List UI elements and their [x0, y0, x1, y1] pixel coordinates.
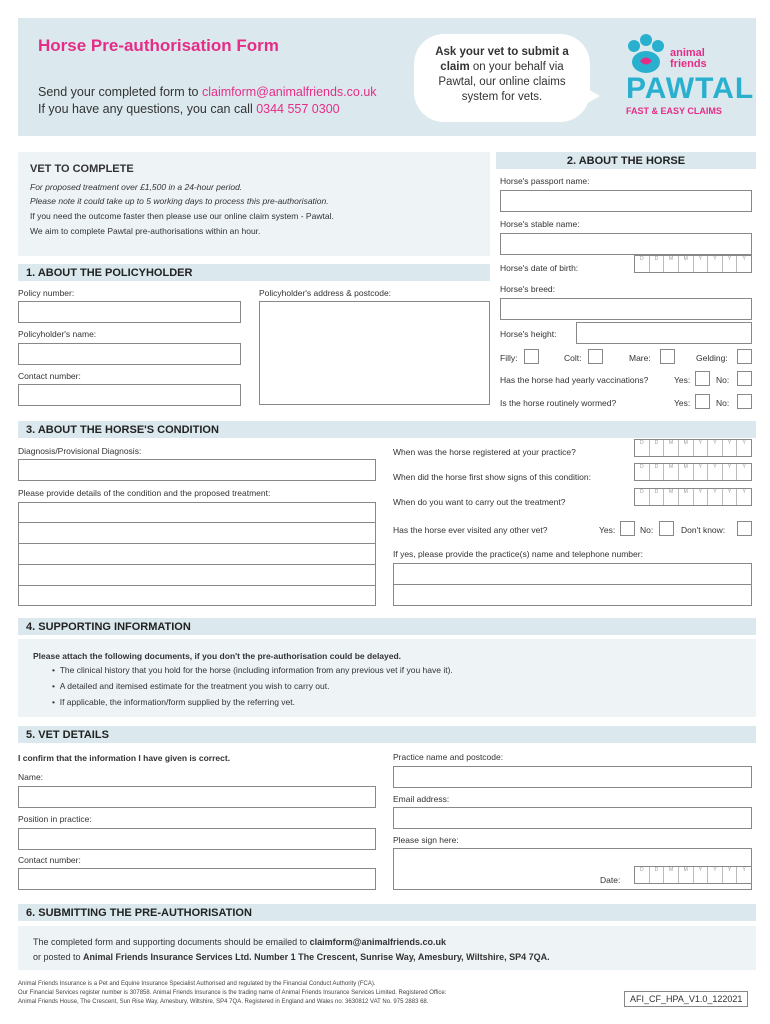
practice-input[interactable] [393, 766, 752, 788]
other-vet-label: Has the horse ever visited any other vet? [393, 525, 548, 535]
supporting-list [52, 662, 453, 710]
worm-no-label: No: [716, 398, 730, 408]
height-label: Horse's height: [500, 329, 557, 339]
stable-label: Horse's stable name: [500, 219, 580, 229]
worm-yes-checkbox[interactable] [695, 394, 710, 409]
submit-line2: or posted to Animal Friends Insurance Services Ltd. Number 1 The Crescent, Sunrise Way, Amesbury, Wiltshire, SP4 7QA. [33, 952, 550, 962]
about-horse-heading: 2. ABOUT THE HORSE [496, 152, 756, 169]
dob-date[interactable]: D D M M Y Y Y Y [634, 255, 752, 273]
other-vet-yes-label: Yes: [599, 525, 616, 535]
list-item: • If applicable, the information/form supplied by the referring vet. [52, 697, 295, 707]
vacc-no-checkbox[interactable] [737, 371, 752, 386]
vet-name-label: Name: [18, 772, 44, 782]
breed-input[interactable] [500, 298, 752, 320]
carry-out-date[interactable]: D D M M Y Y Y Y [634, 488, 752, 506]
ph-contact-label: Contact number: [18, 371, 81, 381]
send-text: Send your completed form to [38, 85, 202, 99]
height-input[interactable] [576, 322, 752, 344]
submitting-heading: 6. SUBMITTING THE PRE-AUTHORISATION [18, 904, 756, 921]
address-input[interactable] [259, 301, 490, 405]
vet-details-heading: 5. VET DETAILS [18, 726, 756, 743]
policyholder-heading: 1. ABOUT THE POLICYHOLDER [18, 264, 490, 281]
gelding-checkbox[interactable] [737, 349, 752, 364]
filly-label: Filly: [500, 353, 518, 363]
vet-name-input[interactable] [18, 786, 376, 808]
practice-label: Practice name and postcode: [393, 752, 504, 762]
bubble-bold: Ask your vet to submit a claim [435, 46, 569, 73]
vet-email-label: Email address: [393, 794, 450, 804]
speech-bubble [414, 34, 590, 122]
gelding-label: Gelding: [696, 353, 728, 363]
vet-complete-heading: VET TO COMPLETE [30, 163, 134, 175]
other-vet-yes-checkbox[interactable] [620, 521, 635, 536]
policy-number-input[interactable] [18, 301, 241, 323]
condition-heading: 3. ABOUT THE HORSE'S CONDITION [18, 421, 756, 438]
date-label: Date: [600, 875, 621, 885]
submitting-panel [18, 926, 756, 970]
email-link[interactable]: claimform@animalfriends.co.uk [201, 85, 377, 99]
other-vet-no-label: No: [640, 525, 654, 535]
bubble-tail [586, 88, 600, 104]
vacc-yes-checkbox[interactable] [695, 371, 710, 386]
details-lines[interactable] [18, 502, 376, 606]
vacc-yes-label: Yes: [674, 375, 691, 385]
policy-number-label: Policy number: [18, 288, 75, 298]
page-title: Horse Pre-authorisation Form [38, 36, 279, 55]
vet-contact-label: Contact number: [18, 855, 81, 865]
passport-input[interactable] [500, 190, 752, 212]
list-item: • A detailed and itemised estimate for the treatment you wish to carry out. [52, 681, 330, 691]
pawtal-logo [622, 34, 755, 120]
other-vet-no-checkbox[interactable] [659, 521, 674, 536]
stable-input[interactable] [500, 233, 752, 255]
legal-text: Animal Friends Insurance is a Pet and Equine Insurance Specialist Authorised and regulated by the Financial Conduct Authority (FCA). Our Financial Services register number is 307858. Animal Friends Insurance is the trading name of Animal Friends Insurance Services Limited. Registered Office: Animal Friends House, The Crescent, Sun Rise Way, Amesbury, Wiltshire, SP4 7QA. Registered in England and Wales no: 3630812 VAT No. 975 2883 68. [18, 981, 447, 1005]
details-label: Please provide details of the condition and the proposed treatment: [18, 488, 271, 498]
dont-know-checkbox[interactable] [737, 521, 752, 536]
breed-label: Horse's breed: [500, 284, 556, 294]
bubble-text: on your behalf via Pawtal, our online claims system for vets. [438, 61, 566, 103]
vet-contact-input[interactable] [18, 868, 376, 890]
first-signs-date[interactable]: D D M M Y Y Y Y [634, 463, 752, 481]
wormed-label: Is the horse routinely wormed? [500, 398, 617, 408]
sign-label: Please sign here: [393, 835, 459, 845]
worm-no-checkbox[interactable] [737, 394, 752, 409]
carry-out-label: When do you want to carry out the treatment? [393, 497, 566, 507]
position-label: Position in practice: [18, 814, 92, 824]
ph-contact-input[interactable] [18, 384, 241, 406]
submit-email[interactable]: claimform@animalfriends.co.uk [309, 937, 446, 947]
colt-checkbox[interactable] [588, 349, 603, 364]
practice-details-input[interactable] [393, 563, 752, 606]
logo-top-text: animal friends [670, 47, 707, 70]
phone-link[interactable]: 0344 557 0300 [256, 102, 340, 116]
vet-line4: We aim to complete Pawtal pre-authorisations within an hour. [30, 226, 261, 236]
address-label: Policyholder's address & postcode: [259, 288, 392, 298]
vaccinations-label: Has the horse had yearly vaccinations? [500, 375, 649, 385]
dob-label: Horse's date of birth: [500, 263, 579, 273]
logo-sub-text: FAST & EASY CLAIMS [626, 106, 722, 116]
submit-line1: The completed form and supporting documents should be emailed to claimform@animalfriends.co.uk [33, 937, 446, 947]
contact-info [38, 84, 377, 118]
mare-checkbox[interactable] [660, 349, 675, 364]
first-signs-label: When did the horse first show signs of this condition: [393, 472, 591, 482]
vacc-no-label: No: [716, 375, 730, 385]
colt-label: Colt: [564, 353, 582, 363]
questions-text: If you have any questions, you can call [38, 102, 257, 116]
registered-date[interactable]: D D M M Y Y Y Y [634, 439, 752, 457]
vet-line1: For proposed treatment over £1,500 in a 24-hour period. [30, 182, 243, 192]
vet-line3: If you need the outcome faster then please use our online claim system - Pawtal. [30, 211, 334, 221]
registered-label: When was the horse registered at your practice? [393, 447, 576, 457]
worm-yes-label: Yes: [674, 398, 691, 408]
supporting-intro: Please attach the following documents, if you don't the pre-authorisation could be delayed. [33, 651, 402, 661]
vet-date[interactable]: D D M M Y Y Y Y [634, 866, 752, 884]
diagnosis-label: Diagnosis/Provisional Diagnosis: [18, 446, 142, 456]
dont-know-label: Don't know: [681, 525, 726, 535]
logo-main-text: PAWTAL [626, 72, 755, 105]
form-code: AFI_CF_HPA_V1.0_122021 [624, 991, 748, 1007]
diagnosis-input[interactable] [18, 459, 376, 481]
mare-label: Mare: [629, 353, 651, 363]
filly-checkbox[interactable] [524, 349, 539, 364]
supporting-heading: 4. SUPPORTING INFORMATION [18, 618, 756, 635]
vet-email-input[interactable] [393, 807, 752, 829]
ph-name-label: Policyholder's name: [18, 329, 97, 339]
vet-line2: Please note it could take up to 5 working days to process this pre-authorisation. [30, 196, 329, 206]
practice-details-label: If yes, please provide the practice(s) name and telephone number: [393, 549, 643, 559]
confirm-label: I confirm that the information I have given is correct. [18, 753, 231, 763]
position-input[interactable] [18, 828, 376, 850]
passport-label: Horse's passport name: [500, 176, 590, 186]
ph-name-input[interactable] [18, 343, 241, 365]
list-item: • The clinical history that you hold for the horse (including information from any previous vet if you have it). [52, 665, 453, 675]
